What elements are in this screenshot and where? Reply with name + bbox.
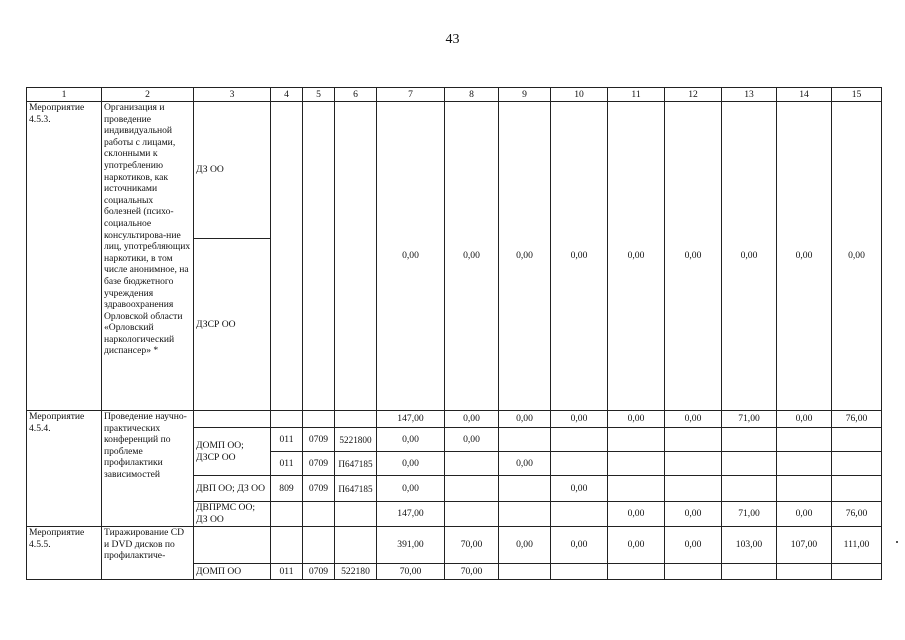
empty-cell: [335, 527, 377, 564]
value-cell: 0,00: [722, 102, 777, 411]
column-number: 7: [377, 88, 445, 102]
column-number: 1: [27, 88, 102, 102]
value-cell: 71,00: [722, 411, 777, 428]
value-cell: 0,00: [445, 411, 499, 428]
value-cell: 0,00: [608, 527, 665, 564]
empty-cell: [499, 502, 551, 527]
code-cell: 0709: [303, 428, 335, 452]
empty-cell: [665, 452, 722, 476]
empty-cell: [551, 502, 608, 527]
value-cell: 0,00: [551, 102, 608, 411]
scan-speck: [896, 541, 898, 543]
empty-cell: [777, 476, 832, 502]
empty-cell: [777, 564, 832, 580]
empty-cell: [665, 428, 722, 452]
empty-cell: [445, 476, 499, 502]
empty-cell: [777, 428, 832, 452]
value-cell: 111,00: [832, 527, 882, 564]
value-cell: 0,00: [665, 411, 722, 428]
value-cell: 0,00: [377, 428, 445, 452]
code-cell: 0709: [303, 476, 335, 502]
empty-cell: [445, 502, 499, 527]
empty-cell: [271, 502, 303, 527]
code-cell: П647185: [335, 452, 377, 476]
value-cell: 0,00: [499, 452, 551, 476]
empty-cell: [777, 452, 832, 476]
value-cell: 0,00: [551, 476, 608, 502]
table-row: [27, 411, 882, 428]
empty-cell: [445, 452, 499, 476]
value-cell: 147,00: [377, 502, 445, 527]
code-cell: 5221800: [335, 428, 377, 452]
empty-cell: [271, 102, 303, 411]
measure-description: Организация и проведение индивидуальной работы с лицами, склонными к употреблению наркотиков, как источниками социальных болезней (психо-социальное консультирова-ние лиц, употребляющих наркотики, в том числе анонимное, на базе бюджетного учреждения здравоохранения Орловской области «Орловский наркологический диспансер» *: [102, 102, 194, 411]
value-cell: 0,00: [377, 476, 445, 502]
executor-cell: ДВПРМС ОО; ДЗ ОО: [194, 502, 271, 527]
table-row: [27, 527, 882, 564]
value-cell: 0,00: [832, 102, 882, 411]
column-number-row: [27, 88, 882, 102]
code-cell: 011: [271, 564, 303, 580]
value-cell: 0,00: [551, 411, 608, 428]
value-cell: 0,00: [445, 102, 499, 411]
value-cell: 76,00: [832, 411, 882, 428]
empty-cell: [722, 476, 777, 502]
column-number: 2: [102, 88, 194, 102]
value-cell: 0,00: [665, 527, 722, 564]
column-number: 15: [832, 88, 882, 102]
value-cell: 0,00: [777, 502, 832, 527]
empty-cell: [271, 411, 303, 428]
empty-cell: [499, 476, 551, 502]
empty-cell: [832, 452, 882, 476]
empty-cell: [194, 527, 271, 564]
empty-cell: [665, 564, 722, 580]
code-cell: 0709: [303, 452, 335, 476]
empty-cell: [722, 564, 777, 580]
column-number: 8: [445, 88, 499, 102]
column-number: 4: [271, 88, 303, 102]
value-cell: 70,00: [445, 527, 499, 564]
empty-cell: [335, 411, 377, 428]
measure-label: Мероприятие 4.5.5.: [27, 527, 102, 580]
value-cell: 71,00: [722, 502, 777, 527]
executor-cell: ДЗСР ОО: [194, 239, 271, 411]
empty-cell: [303, 411, 335, 428]
value-cell: 0,00: [777, 411, 832, 428]
measure-label: Мероприятие 4.5.4.: [27, 411, 102, 527]
executor-cell: ДОМП ОО; ДЗСР ОО: [194, 428, 271, 476]
measure-description: Проведение научно-практических конференций по проблеме профилактики зависимостей: [102, 411, 194, 527]
empty-cell: [608, 428, 665, 452]
value-cell: 0,00: [665, 102, 722, 411]
empty-cell: [665, 476, 722, 502]
value-cell: 70,00: [445, 564, 499, 580]
value-cell: 0,00: [499, 411, 551, 428]
value-cell: 0,00: [377, 102, 445, 411]
value-cell: 0,00: [777, 102, 832, 411]
empty-cell: [722, 428, 777, 452]
code-cell: 011: [271, 428, 303, 452]
page-number: 43: [445, 32, 460, 47]
value-cell: 0,00: [551, 527, 608, 564]
empty-cell: [608, 564, 665, 580]
code-cell: 809: [271, 476, 303, 502]
executor-cell: ДВП ОО; ДЗ ОО: [194, 476, 271, 502]
value-cell: 147,00: [377, 411, 445, 428]
table-row: [27, 102, 882, 239]
empty-cell: [335, 102, 377, 411]
empty-cell: [722, 452, 777, 476]
column-number: 12: [665, 88, 722, 102]
column-number: 13: [722, 88, 777, 102]
code-cell: 011: [271, 452, 303, 476]
column-number: 3: [194, 88, 271, 102]
column-number: 5: [303, 88, 335, 102]
empty-cell: [832, 428, 882, 452]
executor-cell: ДЗ ОО: [194, 102, 271, 239]
empty-cell: [303, 527, 335, 564]
value-cell: 0,00: [377, 452, 445, 476]
value-cell: 391,00: [377, 527, 445, 564]
value-cell: 76,00: [832, 502, 882, 527]
column-number: 14: [777, 88, 832, 102]
code-cell: 0709: [303, 564, 335, 580]
empty-cell: [608, 476, 665, 502]
empty-cell: [551, 564, 608, 580]
empty-cell: [551, 428, 608, 452]
measure-description: Тиражирование CD и DVD дисков по профилактиче-: [102, 527, 194, 580]
empty-cell: [303, 502, 335, 527]
budget-table: [26, 87, 882, 580]
value-cell: 107,00: [777, 527, 832, 564]
value-cell: 0,00: [665, 502, 722, 527]
empty-cell: [551, 452, 608, 476]
empty-cell: [499, 564, 551, 580]
empty-cell: [271, 527, 303, 564]
value-cell: 103,00: [722, 527, 777, 564]
empty-cell: [499, 428, 551, 452]
column-number: 10: [551, 88, 608, 102]
empty-cell: [303, 102, 335, 411]
column-number: 9: [499, 88, 551, 102]
value-cell: 0,00: [499, 102, 551, 411]
empty-cell: [832, 476, 882, 502]
executor-cell: ДОМП ОО: [194, 564, 271, 580]
value-cell: 0,00: [608, 411, 665, 428]
value-cell: 0,00: [608, 502, 665, 527]
code-cell: 522180: [335, 564, 377, 580]
value-cell: 0,00: [499, 527, 551, 564]
value-cell: 70,00: [377, 564, 445, 580]
measure-label: Мероприятие 4.5.3.: [27, 102, 102, 411]
empty-cell: [194, 411, 271, 428]
empty-cell: [608, 452, 665, 476]
column-number: 6: [335, 88, 377, 102]
empty-cell: [832, 564, 882, 580]
value-cell: 0,00: [608, 102, 665, 411]
empty-cell: [335, 502, 377, 527]
value-cell: 0,00: [445, 428, 499, 452]
code-cell: П647185: [335, 476, 377, 502]
column-number: 11: [608, 88, 665, 102]
